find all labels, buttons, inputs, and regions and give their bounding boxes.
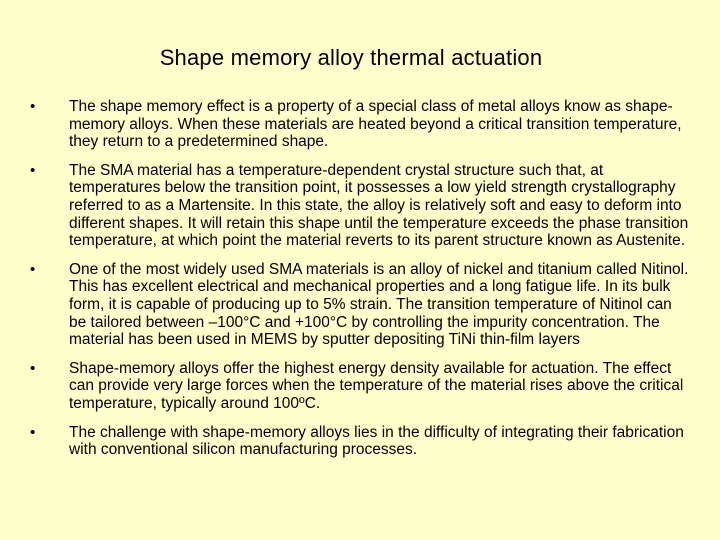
- bullet-text: The challenge with shape-memory alloys lies in the difficulty of integrating their fabrication with conventional silicon manufacturing processes.: [69, 423, 684, 459]
- bullet-item: [30, 424, 690, 459]
- bullet-item: [30, 98, 690, 151]
- bullet-text: Shape-memory alloys offer the highest energy density available for actuation. The effect can provide very large forces when the temperature of the material rises above the critical temperature, typically around 100ºC.: [69, 359, 684, 412]
- slide-title: Shape memory alloy thermal actuation: [159, 45, 543, 70]
- bullet-text: The SMA material has a temperature-dependent crystal structure such that, at temperatures below the transition point, it possesses a low yield strength crystallography referred to as a Martensite. In this state, the alloy is relatively soft and easy to deform into different shapes. It will retain this shape until the temperature exceeds the phase transition temperature, at which point the material reverts to its parent structure known as Austenite.: [69, 161, 689, 250]
- bullet-text: The shape memory effect is a property of a special class of metal alloys know as shape-memory alloys. When these materials are heated beyond a critical transition temperature, they return to a predetermined shape.: [69, 98, 682, 151]
- bullet-item: [30, 261, 690, 349]
- bullet-text: One of the most widely used SMA materials is an alloy of nickel and titanium called Nitinol. This has excellent electrical and mechanical properties and a long fatigue life. In its bulk form, it is capable of producing up to 5% strain. The transition temperature of Nitinol can be tailored between –100°C and +100°C by controlling the impurity concentration. The material has been used in MEMS by sputter depositing TiNi thin-film layers: [69, 260, 689, 349]
- bullet-item: [30, 162, 690, 250]
- bullet-icon: •: [30, 98, 36, 115]
- bullet-list: [30, 98, 690, 459]
- bullet-item: [30, 360, 690, 413]
- bullet-icon: •: [30, 161, 36, 179]
- bullet-icon: •: [30, 260, 36, 278]
- bullet-icon: •: [30, 359, 36, 377]
- bullet-icon: •: [30, 423, 36, 441]
